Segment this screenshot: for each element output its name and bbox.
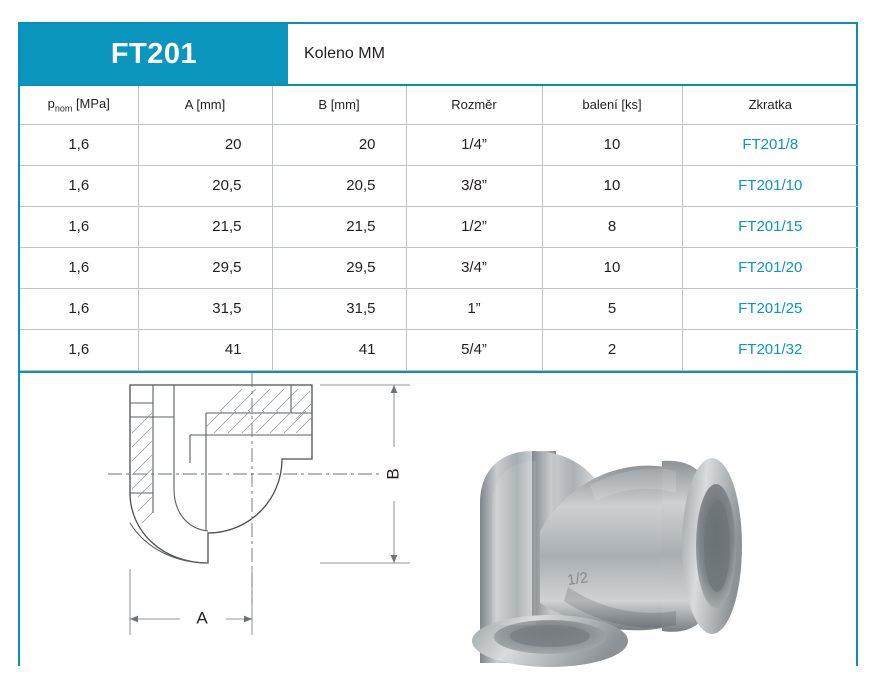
cell-a: 20 — [138, 124, 272, 165]
cell-pnom: 1,6 — [20, 288, 138, 329]
table-header-row — [20, 86, 858, 124]
cell-b: 21,5 — [272, 206, 406, 247]
cell-shortcode: FT201/20 — [682, 247, 858, 288]
cell-a: 29,5 — [138, 247, 272, 288]
cell-pnom: 1,6 — [20, 206, 138, 247]
table-row — [20, 206, 858, 247]
cell-pack: 10 — [542, 247, 682, 288]
column-header-a: A [mm] — [138, 86, 272, 124]
header — [20, 24, 856, 86]
cell-shortcode: FT201/15 — [682, 206, 858, 247]
cell-b: 29,5 — [272, 247, 406, 288]
cell-size: 1/2” — [406, 206, 542, 247]
cell-shortcode: FT201/25 — [682, 288, 858, 329]
table-row — [20, 247, 858, 288]
cell-size: 3/4” — [406, 247, 542, 288]
cell-pnom: 1,6 — [20, 247, 138, 288]
table-row — [20, 329, 858, 370]
cell-b: 31,5 — [272, 288, 406, 329]
column-header-pack: balení [ks] — [542, 86, 682, 124]
pnom-unit: [MPa] — [72, 95, 110, 111]
column-header-b: B [mm] — [272, 86, 406, 124]
column-header-size: Rozměr — [406, 86, 542, 124]
elbow-section-drawing — [20, 373, 440, 683]
table-row — [20, 288, 858, 329]
table-row — [20, 124, 858, 165]
cell-size: 5/4” — [406, 329, 542, 370]
figures-area — [20, 371, 856, 683]
cell-size: 3/8” — [406, 165, 542, 206]
cell-shortcode: FT201/32 — [682, 329, 858, 370]
dimension-label-a: A — [196, 607, 208, 627]
cell-pnom: 1,6 — [20, 165, 138, 206]
cell-b: 20,5 — [272, 165, 406, 206]
cell-pnom: 1,6 — [20, 124, 138, 165]
cell-pack: 8 — [542, 206, 682, 247]
elbow-photo — [440, 373, 858, 683]
photo-size-marking: 1/2 — [566, 568, 590, 589]
cell-pack: 10 — [542, 124, 682, 165]
cell-a: 31,5 — [138, 288, 272, 329]
cell-shortcode: FT201/8 — [682, 124, 858, 165]
cell-a: 20,5 — [138, 165, 272, 206]
cell-b: 41 — [272, 329, 406, 370]
product-code: FT201 — [20, 24, 288, 84]
sheet-frame — [18, 22, 858, 666]
column-header-pnom: $p_{nom}$ [MPa] — [20, 86, 138, 124]
cell-size: 1/4” — [406, 124, 542, 165]
cell-b: 20 — [272, 124, 406, 165]
cell-shortcode: FT201/10 — [682, 165, 858, 206]
cell-a: 41 — [138, 329, 272, 370]
column-header-shortcode: Zkratka — [682, 86, 858, 124]
technical-drawing — [20, 373, 440, 683]
cell-pack: 2 — [542, 329, 682, 370]
pnom-subscript: nom — [54, 103, 73, 114]
cell-a: 21,5 — [138, 206, 272, 247]
product-title: Koleno MM — [304, 45, 385, 62]
cell-pack: 10 — [542, 165, 682, 206]
dimension-label-b: B — [383, 467, 403, 480]
product-photo — [440, 373, 858, 683]
cell-size: 1” — [406, 288, 542, 329]
specification-table — [20, 86, 858, 371]
cell-pnom: 1,6 — [20, 329, 138, 370]
table-row — [20, 165, 858, 206]
cell-pack: 5 — [542, 288, 682, 329]
